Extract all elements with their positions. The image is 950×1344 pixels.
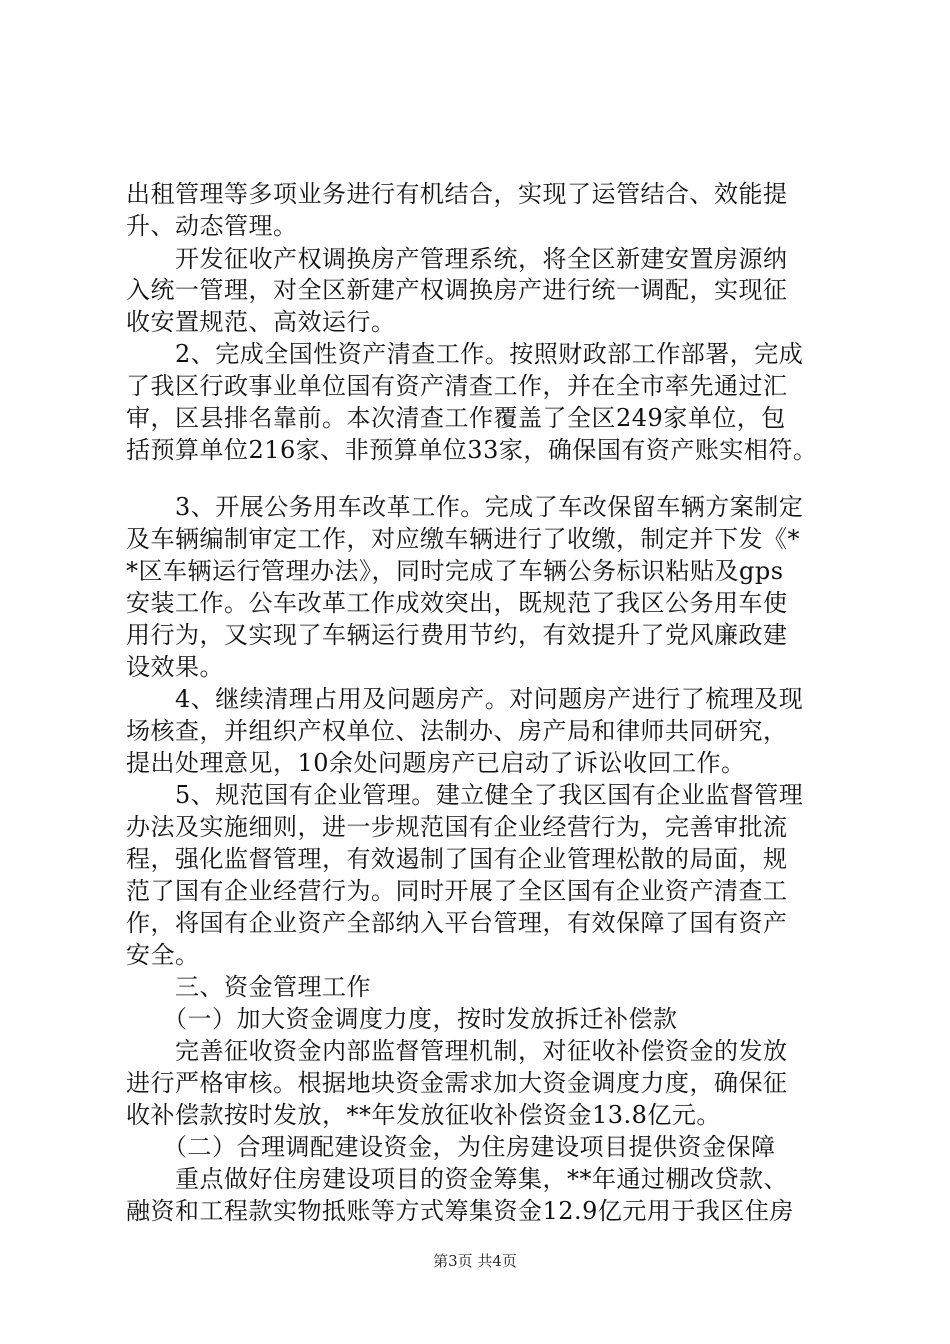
line-01: 出租管理等多项业务进行有机结合，实现了运管结合、效能提 — [126, 180, 788, 208]
line-27: 完善征收资金内部监督管理机制，对征收补偿资金的发放 — [126, 1037, 788, 1065]
line-23: 作，将国有企业资产全部纳入平台管理，有效保障了国有资产 — [126, 909, 788, 937]
line-30: （二）合理调配建设资金，为住房建设项目提供资金保障 — [126, 1133, 776, 1161]
line-05: 收安置规范、高效运行。 — [126, 308, 396, 336]
line-08: 审，区县排名靠前。本次清查工作覆盖了全区249家单位，包 — [126, 404, 786, 432]
line-14: 用行为，又实现了车辆运行费用节约，有效提升了党风廉政建 — [126, 621, 788, 649]
line-17: 场核查，并组织产权单位、法制办、房产局和律师共同研究， — [126, 717, 788, 745]
line-31: 重点做好住房建设项目的资金筹集，**年通过棚改贷款、 — [126, 1165, 788, 1193]
line-25: 三、资金管理工作 — [126, 973, 371, 1001]
line-11: 及车辆编制审定工作，对应缴车辆进行了收缴，制定并下发《* — [126, 525, 800, 553]
line-32: 融资和工程款实物抵账等方式筹集资金12.9亿元用于我区住房 — [126, 1197, 794, 1225]
line-13: 安装工作。公车改革工作成效突出，既规范了我区公务用车使 — [126, 589, 788, 617]
line-24: 安全。 — [126, 941, 200, 969]
line-28: 进行严格审核。根据地块资金需求加大资金调度力度，确保征 — [126, 1069, 788, 1097]
line-19: 5、规范国有企业管理。建立健全了我区国有企业监督管理 — [126, 781, 804, 809]
line-03: 开发征收产权调换房产管理系统，将全区新建安置房源纳 — [126, 245, 788, 273]
line-16: 4、继续清理占用及问题房产。对问题房产进行了梳理及现 — [126, 685, 804, 713]
page-footer: 第3页 共4页 — [433, 1252, 517, 1270]
line-15: 设效果。 — [126, 653, 224, 681]
line-22: 范了国有企业经营行为。同时开展了全区国有企业资产清查工 — [126, 877, 788, 905]
line-07: 了我区行政事业单位国有资产清查工作，并在全市率先通过汇 — [126, 372, 788, 400]
line-09: 括预算单位216家、非预算单位33家，确保国有资产账实相符。 — [126, 436, 818, 464]
line-04: 入统一管理，对全区新建产权调换房产进行统一调配，实现征 — [126, 276, 788, 304]
line-06: 2、完成全国性资产清查工作。按照财政部工作部署，完成 — [126, 340, 804, 368]
line-02: 升、动态管理。 — [126, 212, 298, 240]
line-29: 收补偿款按时发放，**年发放征收补偿资金13.8亿元。 — [126, 1101, 721, 1129]
line-21: 程，强化监督管理，有效遏制了国有企业管理松散的局面，规 — [126, 845, 788, 873]
line-18: 提出处理意见，10余处问题房产已启动了诉讼收回工作。 — [126, 749, 746, 777]
line-26: （一）加大资金调度力度，按时发放拆迁补偿款 — [126, 1005, 678, 1033]
line-10: 3、开展公务用车改革工作。完成了车改保留车辆方案制定 — [126, 493, 804, 521]
line-20: 办法及实施细则，进一步规范国有企业经营行为，完善审批流 — [126, 813, 788, 841]
line-12: *区车辆运行管理办法》，同时完成了车辆公务标识粘贴及gps — [126, 557, 784, 585]
